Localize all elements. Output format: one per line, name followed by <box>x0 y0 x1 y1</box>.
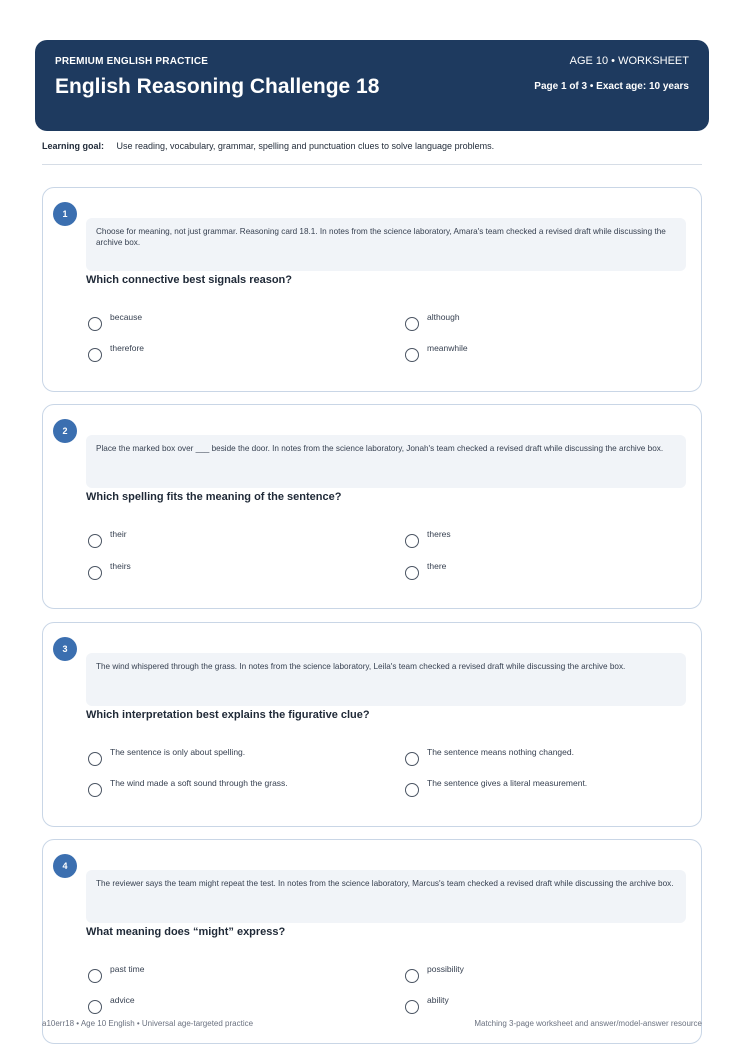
radio-button[interactable] <box>88 348 102 362</box>
answer-option-b[interactable] <box>405 529 451 548</box>
brand-label: PREMIUM ENGLISH PRACTICE <box>55 56 209 67</box>
worksheet-header <box>35 40 709 131</box>
answer-option-c[interactable] <box>88 561 131 580</box>
answer-option-d[interactable] <box>405 778 587 797</box>
radio-button[interactable] <box>88 566 102 580</box>
radio-button[interactable] <box>405 752 419 766</box>
question-context: The reviewer says the team might repeat the test. In notes from the science laboratory, Marcus's team checked a revised draft while discussing the archive box. <box>86 870 686 923</box>
answer-option-label: theirs <box>110 561 131 571</box>
question-number-badge: 4 <box>53 854 77 878</box>
learning-goal <box>42 141 494 151</box>
age-worksheet-label: AGE 10 • WORKSHEET <box>569 55 689 67</box>
answer-option-c[interactable] <box>88 778 288 797</box>
answer-option-label: although <box>427 312 460 322</box>
question-card-4 <box>42 839 702 1044</box>
question-card-3 <box>42 622 702 827</box>
radio-button[interactable] <box>88 783 102 797</box>
question-context: The wind whispered through the grass. In notes from the science laboratory, Leila's team checked a revised draft while discussing the archive box. <box>86 653 686 706</box>
question-number-badge: 2 <box>53 419 77 443</box>
answer-option-a[interactable] <box>88 964 145 983</box>
radio-button[interactable] <box>88 1000 102 1014</box>
question-card-2 <box>42 404 702 609</box>
answer-option-label: possibility <box>427 964 464 974</box>
learning-goal-text: Use reading, vocabulary, grammar, spelling and punctuation clues to solve language problems. <box>116 141 495 151</box>
answer-option-b[interactable] <box>405 747 574 766</box>
learning-goal-label: Learning goal: <box>42 141 105 151</box>
answer-option-b[interactable] <box>405 964 464 983</box>
answer-option-a[interactable] <box>88 747 245 766</box>
answer-option-label: therefore <box>110 343 145 353</box>
answer-option-d[interactable] <box>405 343 468 362</box>
question-prompt: Which spelling fits the meaning of the sentence? <box>86 491 342 503</box>
answer-option-label: meanwhile <box>427 343 468 353</box>
answer-option-label: ability <box>427 995 449 1005</box>
page-title: English Reasoning Challenge 18 <box>55 75 380 98</box>
answer-option-a[interactable] <box>88 529 127 548</box>
radio-button[interactable] <box>405 317 419 331</box>
radio-button[interactable] <box>88 752 102 766</box>
answer-option-label: there <box>427 561 447 571</box>
answer-option-label: because <box>110 312 143 322</box>
answer-option-d[interactable] <box>405 995 449 1014</box>
radio-button[interactable] <box>405 783 419 797</box>
question-prompt: What meaning does “might” express? <box>86 926 286 938</box>
answer-option-a[interactable] <box>88 312 142 331</box>
radio-button[interactable] <box>88 969 102 983</box>
question-prompt: Which connective best signals reason? <box>86 274 292 286</box>
answer-option-b[interactable] <box>405 312 460 331</box>
radio-button[interactable] <box>88 317 102 331</box>
question-number-badge: 3 <box>53 637 77 661</box>
divider <box>42 164 702 165</box>
footer-right: Matching 3-page worksheet and answer/model-answer resource <box>474 1019 702 1028</box>
question-context: Choose for meaning, not just grammar. Reasoning card 18.1. In notes from the science laboratory, Amara's team checked a revised draft while discussing the archive box. <box>86 218 686 271</box>
answer-option-label: theres <box>427 529 451 539</box>
answer-option-label: The sentence means nothing changed. <box>427 747 574 757</box>
question-context: Place the marked box over ___ beside the door. In notes from the science laboratory, Jonah's team checked a revised draft while discussing the archive box. <box>86 435 686 488</box>
radio-button[interactable] <box>405 566 419 580</box>
radio-button[interactable] <box>405 348 419 362</box>
radio-button[interactable] <box>405 969 419 983</box>
answer-option-label: advice <box>110 995 135 1005</box>
answer-option-label: The sentence gives a literal measurement. <box>427 778 588 788</box>
radio-button[interactable] <box>405 1000 419 1014</box>
answer-option-label: The wind made a soft sound through the grass. <box>110 778 288 788</box>
answer-option-label: their <box>110 529 127 539</box>
radio-button[interactable] <box>405 534 419 548</box>
page-indicator: Page 1 of 3 • Exact age: 10 years <box>534 81 689 92</box>
question-prompt: Which interpretation best explains the figurative clue? <box>86 709 370 721</box>
answer-option-label: past time <box>110 964 145 974</box>
radio-button[interactable] <box>88 534 102 548</box>
footer-left: a10err18 • Age 10 English • Universal age-targeted practice <box>42 1019 254 1028</box>
question-card-1 <box>42 187 702 392</box>
question-number-badge: 1 <box>53 202 77 226</box>
answer-option-c[interactable] <box>88 995 135 1014</box>
answer-option-label: The sentence is only about spelling. <box>110 747 246 757</box>
answer-option-d[interactable] <box>405 561 446 580</box>
answer-option-c[interactable] <box>88 343 144 362</box>
